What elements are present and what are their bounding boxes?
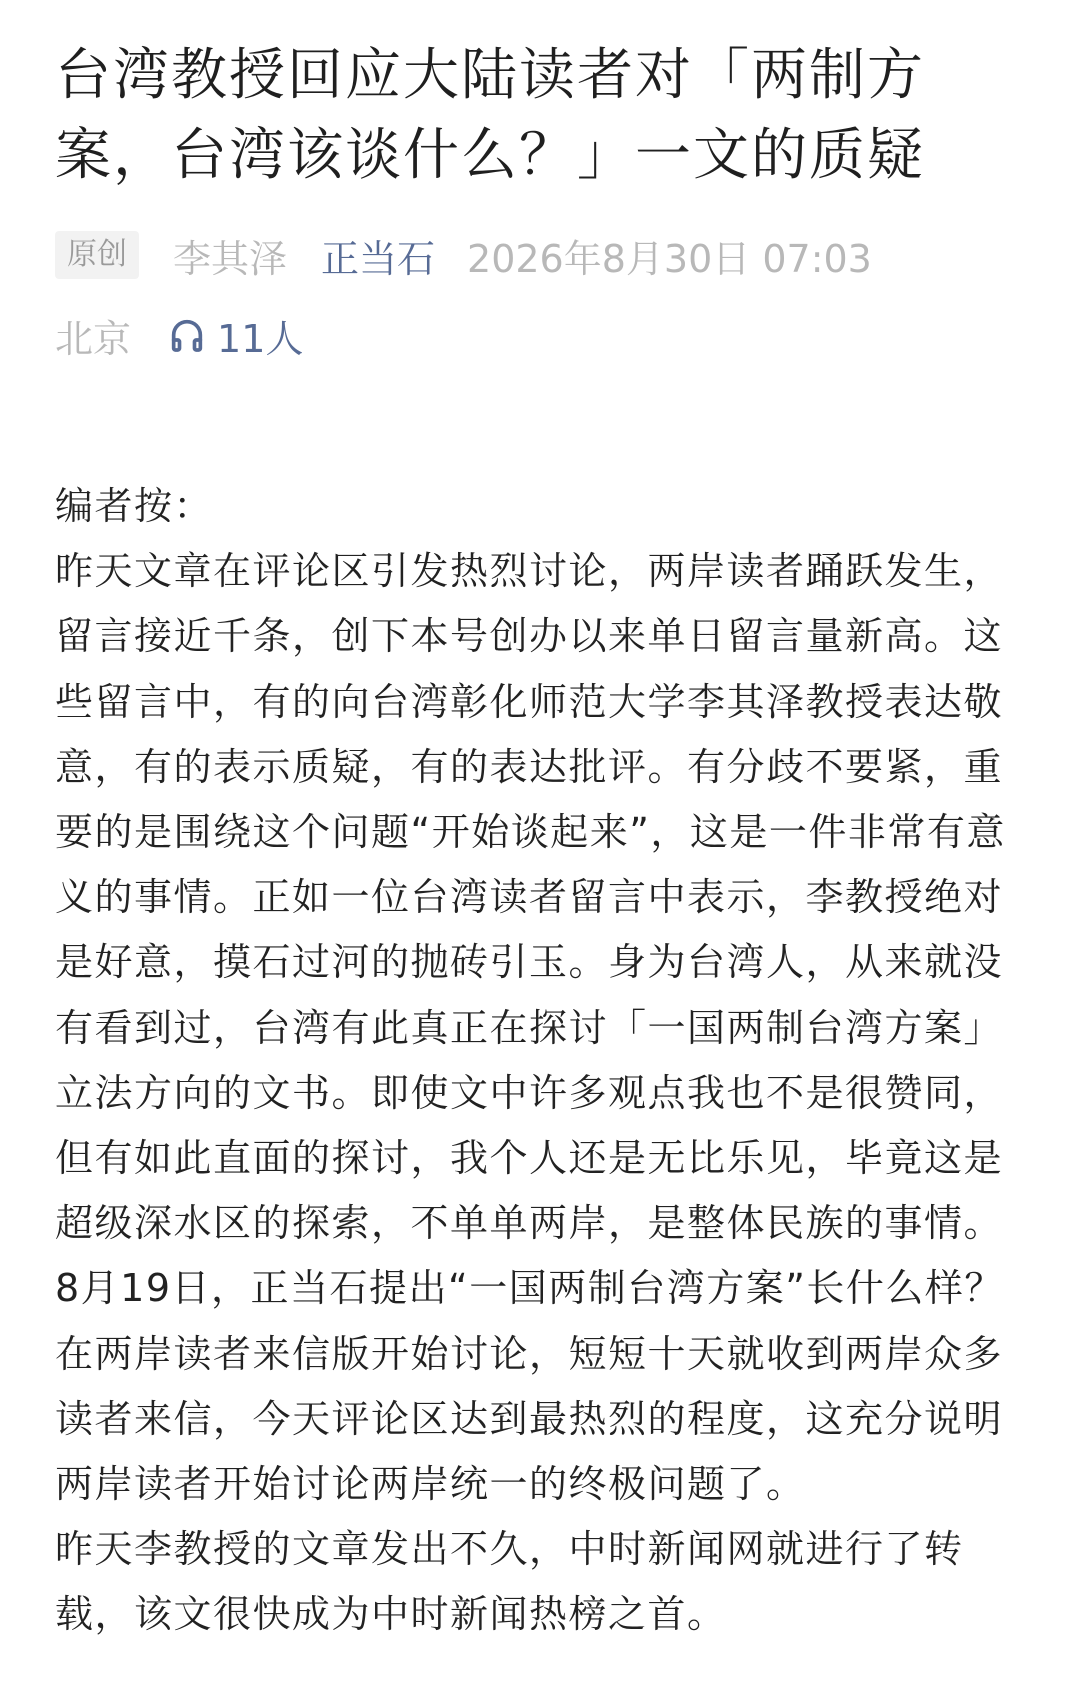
listen-count: 11人 [217,316,304,361]
editor-note-heading: 编者按： [55,484,214,528]
headphones-icon [167,315,207,355]
publish-datetime: 2026年8月30日 07:03 [467,236,872,281]
original-badge: 原创 [55,231,139,279]
article-title: 台湾教授回应大陆读者对「两制方案，台湾该谈什么？」一文的质疑 [55,43,925,188]
article-meta [55,226,1025,284]
listen-button[interactable] [167,308,303,363]
author-name: 李其泽 [173,236,288,281]
article-meta-secondary [55,306,1025,364]
body-paragraph: 8月19日，正当石提出“一国两制台湾方案”长什么样？在两岸读者来信版开始讨论，短短十天就收到两岸众多读者来信，今天评论区达到最热烈的程度，这充分说明两岸读者开始讨论两岸统一的终极问题了。 [55,1266,1004,1507]
article-body [55,474,1025,1648]
account-link[interactable]: 正当石 [321,236,436,281]
publish-location: 北京 [55,316,132,361]
body-paragraph: 昨天李教授的文章发出不久，中时新闻网就进行了转载，该文很快成为中时新闻热榜之首。 [55,1527,964,1637]
body-paragraph: 昨天文章在评论区引发热烈讨论，两岸读者踊跃发生，留言接近千条，创下本号创办以来单日留言量新高。这些留言中，有的向台湾彰化师范大学李其泽教授表达敬意，有的表示质疑，有的表达批评。有分歧不要紧，重要的是围绕这个问题“开始谈起来”，这是一件非常有意义的事情。正如一位台湾读者留言中表示，李教授绝对是好意，摸石过河的抛砖引玉。身为台湾人，从来就没有看到过，台湾有此真正在探讨「一国两制台湾方案」立法方向的文书。即使文中许多观点我也不是很赞同，但有如此直面的探讨，我个人还是无比乐见，毕竟这是超级深水区的探索，不单单两岸，是整体民族的事情。 [55,549,1006,1246]
